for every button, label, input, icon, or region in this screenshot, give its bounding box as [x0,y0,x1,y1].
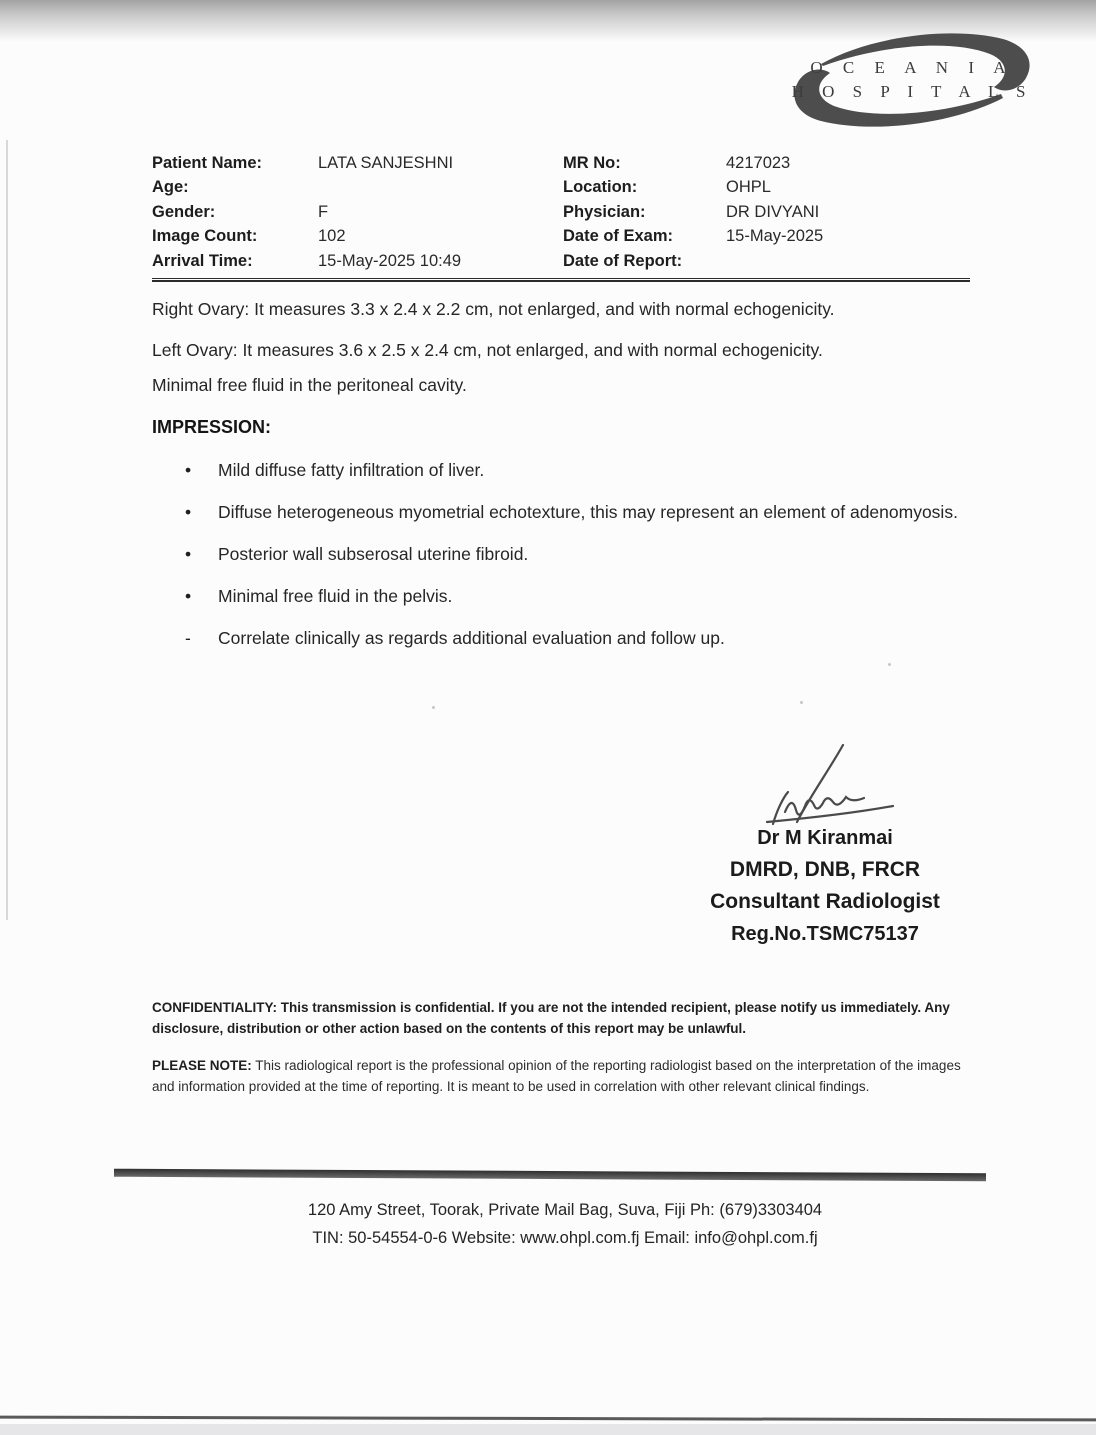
scan-speck [432,706,435,709]
bullet-icon: • [185,586,192,606]
field-label-arrival-time: Arrival Time: [152,251,253,270]
field-value-patient-name: LATA SANJESHNI [318,154,454,172]
field-value-location: OHPL [726,178,771,197]
field-value-arrival-time: 15-May-2025 10:49 [318,251,462,270]
impression-item: • Mild diffuse fatty infiltration of liver. [152,456,968,485]
scan-speck [800,701,803,704]
field-value-physician: DR DIVYANI [726,202,820,221]
dash-icon: - [185,628,191,648]
field-value-mr-no: 4217023 [726,154,791,172]
impression-list [152,456,968,653]
field-value-image-count: 102 [318,227,346,246]
scan-line-left [6,140,8,920]
patient-info-grid [152,151,970,273]
footer-contacts: TIN: 50-54554-0-6 Website: www.ohpl.com.fj Email: info@ohpl.com.fj [312,1229,818,1247]
field-label-image-count: Image Count: [152,227,258,246]
confidentiality-notice: CONFIDENTIALITY: This transmission is confidential. If you are not the intended recipient, please notify us immediately. Any disclosure, distribution or other action based on the contents of this report may be unlawful. [152,1000,950,1036]
field-label-location: Location: [563,178,638,197]
logo-text-hospitals: H O S P I T A L S [791,82,1033,101]
radiologist-title: Consultant Radiologist [710,890,940,913]
bullet-icon: • [185,502,192,522]
radiologist-qualifications: DMRD, DNB, FRCR [729,858,921,881]
impression-item: • Diffuse heterogeneous myometrial echotexture, this may represent an element of adenomyosis. [152,498,968,527]
field-label-age: Age: [152,178,189,197]
field-label-mr-no: MR No: [563,154,621,172]
report-body [152,295,968,666]
impression-item: • Minimal free fluid in the pelvis. [152,582,968,611]
field-value-gender: F [318,202,329,221]
logo-text-oceania: O C E A N I A [810,58,1014,77]
field-label-physician: Physician: [563,202,646,221]
please-note-notice: PLEASE NOTE: This radiological report is the professional opinion of the reporting radiologist based on the interpretation of the images and information provided at the time of reporting. It is meant to be used in correlation with other relevant clinical findings. [152,1058,961,1094]
handwritten-signature-icon [725,742,925,826]
finding-left-ovary: Left Ovary: It measures 3.6 x 2.5 x 2.4 cm, not enlarged, and with normal echogenicity. [152,340,823,360]
please-note-label: PLEASE NOTE: [152,1058,252,1073]
finding-free-fluid: Minimal free fluid in the peritoneal cavity. [152,375,467,395]
bullet-icon: • [185,544,192,564]
radiologist-name: Dr M Kiranmai [757,827,893,849]
impression-heading: IMPRESSION: [152,417,272,437]
bullet-icon: • [185,460,192,480]
impression-item: - Correlate clinically as regards additional evaluation and follow up. [152,624,968,653]
confidentiality-label: CONFIDENTIALITY: [152,1000,277,1015]
logo-swoosh-graphic [783,24,1041,136]
field-label-date-of-report: Date of Report: [563,251,683,270]
patient-info-table [152,151,970,282]
radiologist-signature-block [655,742,995,950]
header-divider-rule [152,278,970,282]
field-label-patient-name: Patient Name: [152,154,263,172]
finding-right-ovary: Right Ovary: It measures 3.3 x 2.4 x 2.2 cm, not enlarged, and with normal echogenicity. [152,299,835,319]
field-value-age [318,175,563,199]
hospital-logo [783,24,1041,136]
field-value-date-of-exam: 15-May-2025 [726,227,824,246]
legal-notices [152,997,964,1113]
footer-address: 120 Amy Street, Toorak, Private Mail Bag, Suva, Fiji Ph: (679)3303404 [307,1201,823,1219]
footer-contact-block [150,1196,980,1252]
impression-item: • Posterior wall subserosal uterine fibroid. [152,540,968,569]
scan-line-bottom [0,1416,1096,1421]
field-value-date-of-report [726,249,970,273]
scan-strip-bottom [0,1424,1096,1435]
field-label-gender: Gender: [152,202,216,221]
field-label-date-of-exam: Date of Exam: [563,227,674,246]
radiologist-registration: Reg.No.TSMC75137 [731,923,919,945]
footer-divider-bar [114,1169,986,1182]
